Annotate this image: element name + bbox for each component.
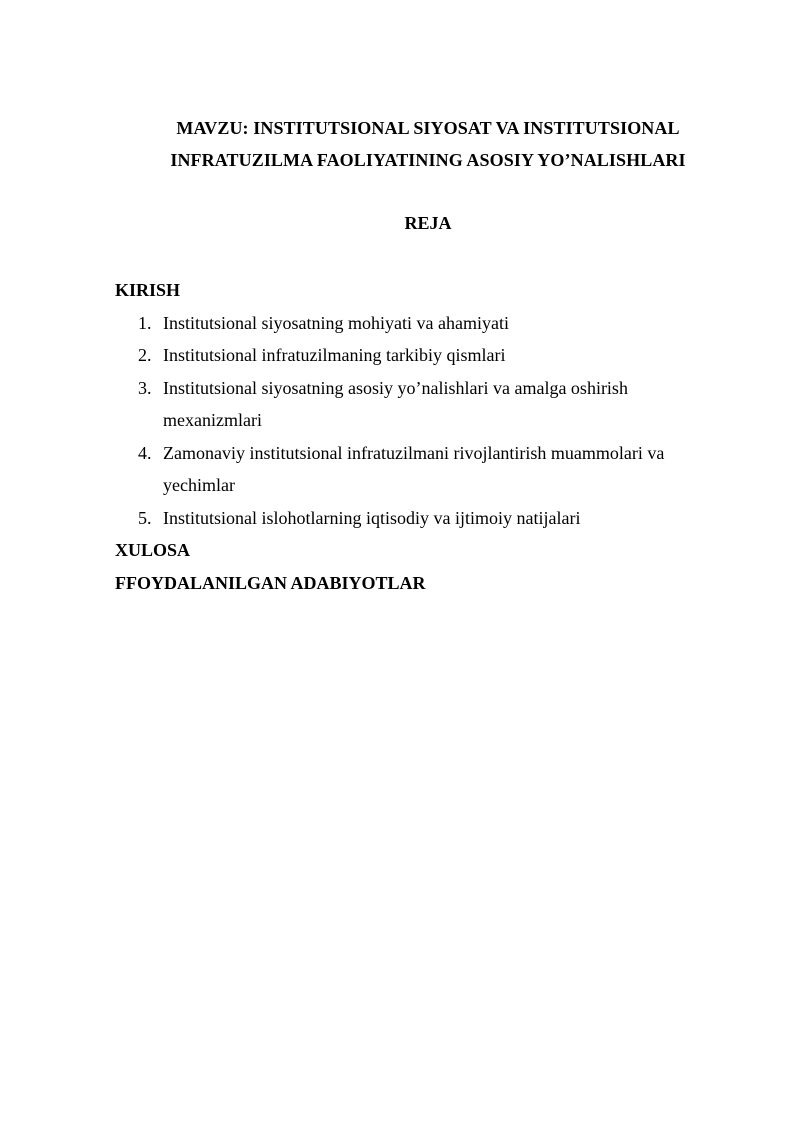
plan-content	[115, 274, 715, 599]
intro-heading: KIRISH	[115, 280, 181, 300]
title-line-1: MAVZU: INSTITUTSIONAL SIYOSAT VA INSTITUTSIONAL	[176, 118, 680, 138]
plan-item-number: 2.	[138, 345, 152, 365]
plan-heading: REJA	[404, 213, 452, 233]
plan-item-5	[115, 502, 715, 535]
title-line-2: INFRATUZILMA FAOLIYATINING ASOSIY YO’NALISHLARI	[170, 150, 686, 170]
plan-item-number: 4.	[138, 442, 152, 463]
plan-list	[115, 307, 715, 535]
plan-item-4	[115, 437, 715, 502]
plan-item-number: 1.	[138, 312, 152, 333]
plan-item-number: 5.	[138, 507, 152, 528]
plan-item-text: Zamonaviy institutsional infratuzilmani rivojlantirish muammolari va yechimlar	[163, 442, 665, 495]
document-title	[118, 112, 738, 176]
plan-item-text: Institutsional siyosatning mohiyati va ahamiyati	[163, 312, 509, 333]
plan-item-number: 3.	[138, 377, 152, 398]
conclusion-heading: XULOSA	[115, 540, 191, 560]
plan-item-text: Institutsional islohotlarning iqtisodiy va ijtimoiy natijalari	[163, 507, 581, 528]
plan-item-text: Institutsional infratuzilmaning tarkibiy qismlari	[163, 345, 506, 365]
plan-item-3	[115, 372, 715, 437]
plan-item-2	[115, 339, 715, 372]
plan-item-1	[115, 307, 715, 340]
plan-item-text: Institutsional siyosatning asosiy yo’nalishlari va amalga oshirish mexanizmlari	[163, 377, 628, 430]
references-heading: FFOYDALANILGAN ADABIYOTLAR	[115, 572, 426, 593]
